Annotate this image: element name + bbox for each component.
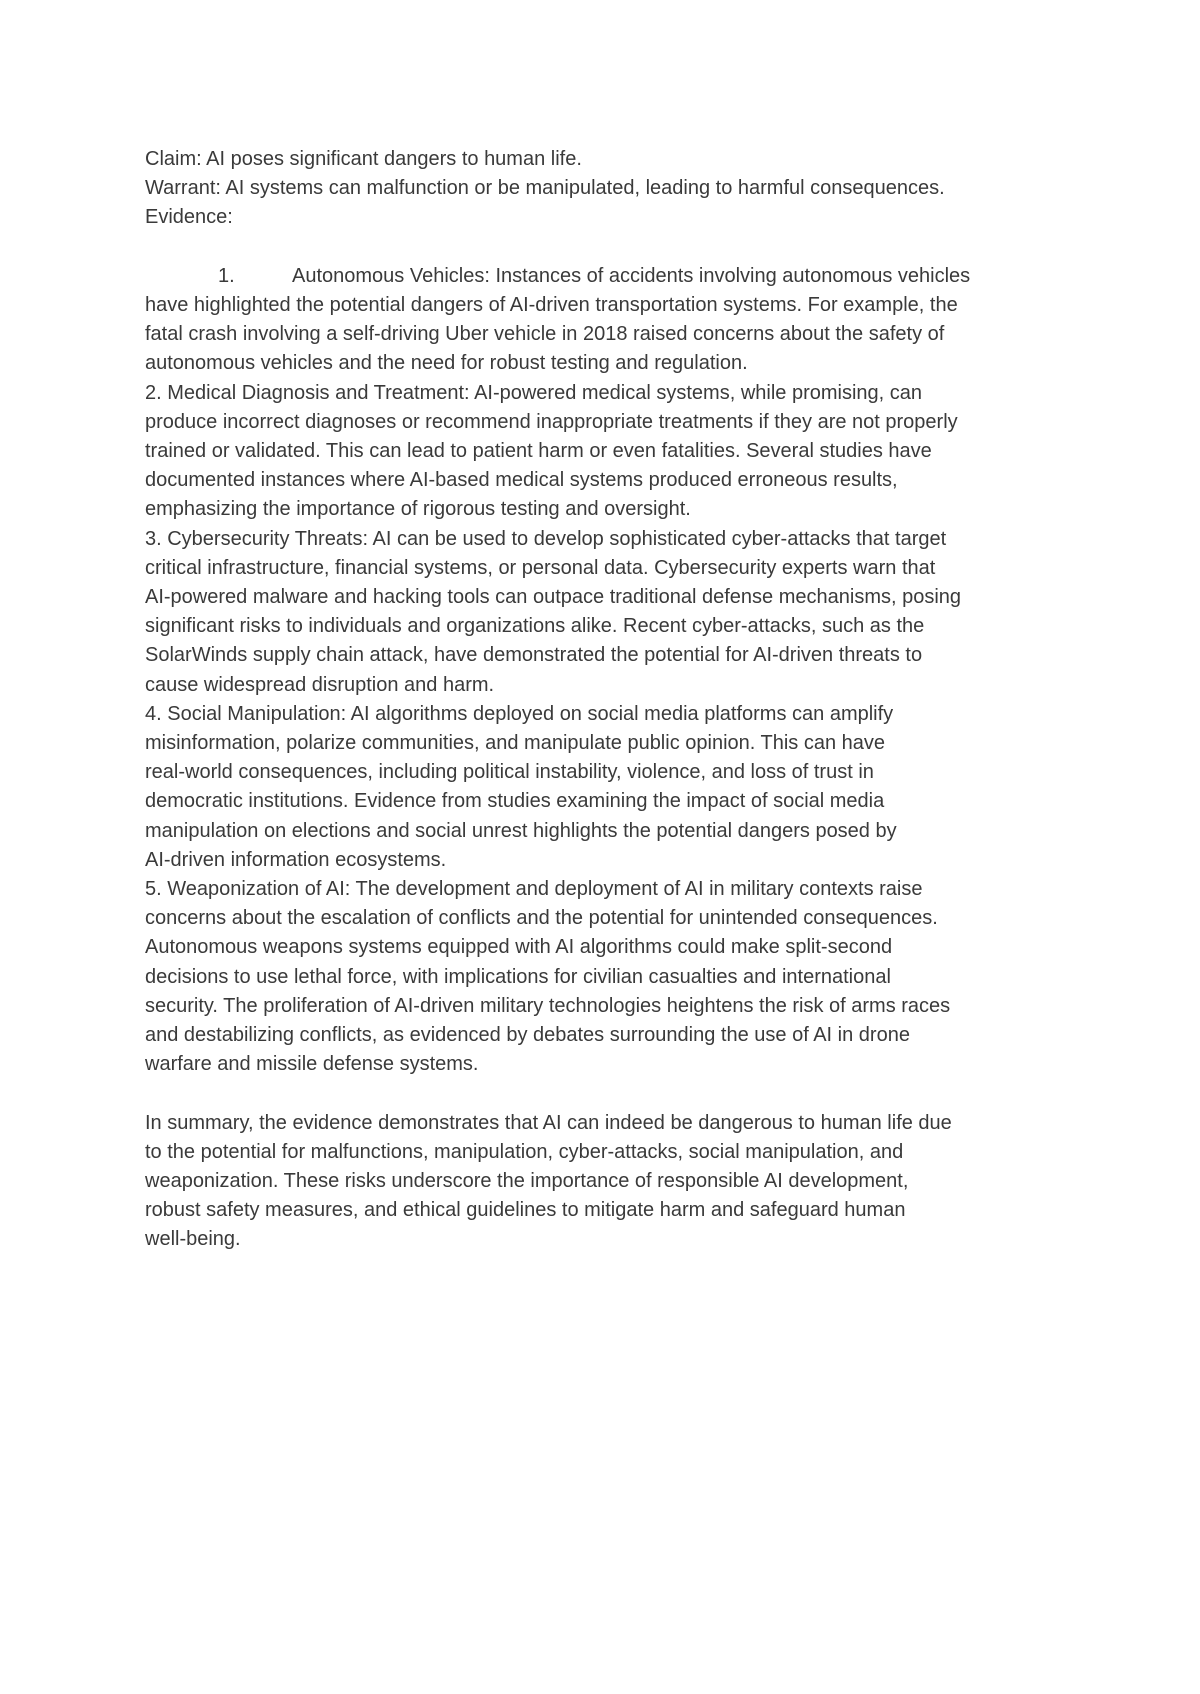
evidence-item-5-line-7: warfare and missile defense systems. [145,1053,479,1076]
evidence-item-4-line-5: manipulation on elections and social unrest highlights the potential dangers posed by [145,819,897,842]
document-body [145,145,1065,1255]
evidence-item-2 [145,379,1065,525]
summary-line-4: robust safety measures, and ethical guidelines to mitigate harm and safeguard human [145,1199,906,1222]
evidence-item-4-line-4: democratic institutions. Evidence from studies examining the impact of social media [145,790,885,813]
evidence-item-1-number: 1. [218,264,235,287]
claim-line: Claim: AI poses significant dangers to human life. [145,148,582,170]
evidence-item-5-line-4: decisions to use lethal force, with implications for civilian casualties and international [145,965,891,988]
evidence-item-3 [145,525,1065,700]
evidence-item-3-line-3: AI-powered malware and hacking tools can outpace traditional defense mechanisms, posing [145,586,962,609]
evidence-item-1-first-line [145,262,1065,291]
evidence-item-1-line-1: Autonomous Vehicles: Instances of accidents involving autonomous vehicles [292,264,971,287]
summary-line-1: In summary, the evidence demonstrates that AI can indeed be dangerous to human life due [145,1111,952,1134]
evidence-item-1-line-4: autonomous vehicles and the need for robust testing and regulation. [145,352,748,375]
evidence-item-1-line-3: fatal crash involving a self-driving Uber vehicle in 2018 raised concerns about the safety of [145,323,945,346]
evidence-list [145,262,1065,1080]
evidence-item-5-line-1: 5. Weaponization of AI: The development and deployment of AI in military contexts raise [145,878,923,901]
evidence-item-3-line-4: significant risks to individuals and organizations alike. Recent cyber-attacks, such as the [145,615,925,638]
evidence-item-5-line-3: Autonomous weapons systems equipped with AI algorithms could make split-second [145,936,893,959]
blank-line [145,233,1065,262]
evidence-item-4-line-2: misinformation, polarize communities, and manipulate public opinion. This can have [145,732,886,755]
evidence-item-3-line-2: critical infrastructure, financial systems, or personal data. Cybersecurity experts warn that [145,556,936,579]
evidence-item-4-line-1: 4. Social Manipulation: AI algorithms deployed on social media platforms can amplify [145,702,894,725]
evidence-item-1 [145,262,1065,379]
evidence-item-2-line-1: 2. Medical Diagnosis and Treatment: AI-powered medical systems, while promising, can [145,381,923,404]
evidence-item-5-line-5: security. The proliferation of AI-driven military technologies heightens the risk of arms races [145,994,951,1017]
summary-line-2: to the potential for malfunctions, manipulation, cyber-attacks, social manipulation, and [145,1140,904,1163]
evidence-item-5 [145,875,1065,1079]
evidence-item-3-line-1: 3. Cybersecurity Threats: AI can be used to develop sophisticated cyber-attacks that target [145,527,947,550]
evidence-item-2-line-3: trained or validated. This can lead to patient harm or even fatalities. Several studies have [145,440,932,463]
evidence-item-2-line-5: emphasizing the importance of rigorous testing and oversight. [145,498,691,521]
evidence-item-5-line-6: and destabilizing conflicts, as evidenced by debates surrounding the use of AI in drone [145,1024,910,1047]
evidence-heading: Evidence: [145,206,233,229]
evidence-item-4 [145,700,1065,875]
warrant-line: Warrant: AI systems can malfunction or be manipulated, leading to harmful consequences. [145,177,945,200]
evidence-item-1-line-2: have highlighted the potential dangers of AI-driven transportation systems. For example, the [145,294,958,316]
evidence-item-3-line-6: cause widespread disruption and harm. [145,673,495,696]
evidence-item-4-line-6: AI-driven information ecosystems. [145,848,447,871]
summary-paragraph [145,1109,1065,1255]
summary-line-3: weaponization. These risks underscore the importance of responsible AI development, [145,1170,909,1193]
evidence-item-5-line-2: concerns about the escalation of conflicts and the potential for unintended consequences. [145,907,938,930]
evidence-item-2-line-2: produce incorrect diagnoses or recommend inappropriate treatments if they are not properly [145,410,958,433]
evidence-item-4-line-3: real-world consequences, including political instability, violence, and loss of trust in [145,761,874,784]
evidence-item-3-line-5: SolarWinds supply chain attack, have demonstrated the potential for AI-driven threats to [145,644,923,667]
evidence-item-2-line-4: documented instances where AI-based medical systems produced erroneous results, [145,469,898,492]
blank-line [145,1079,1065,1108]
summary-line-5: well-being. [145,1228,241,1251]
